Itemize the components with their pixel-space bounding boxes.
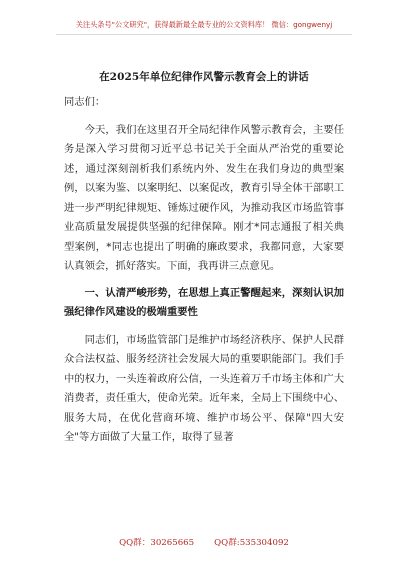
footer-qq-group-2: QQ群:535304092 — [214, 538, 289, 548]
intro-paragraph: 今天，我们在这里召开全局纪律作风警示教育会，主要任务是深入学习贯彻习近平总书记关于全面从严治党的重要论述，通过深刻剖析我们系统内外、发生在我们身边的典型案例，以案为鉴、以案明纪、以案促改，教育引导全体干部职工进一步严明纪律规矩、锤炼过硬作风，为推动我区市场监管事业高质量发展提供坚强的纪律保障。刚才*同志通报了相关典型案例，*同志也提出了明确的廉政要求，我都同意，大家要认真领会，抓好落实。下面，我再讲三点意见。 — [64, 123, 344, 272]
footer-qq-groups — [0, 536, 408, 548]
salutation: 同志们： — [64, 96, 106, 108]
section-heading-1: 一、认清严峻形势，在思想上真正警醒起来，深刻认识加强纪律作风建设的极端重要性 — [64, 286, 344, 318]
section-1-paragraph: 同志们，市场监管部门是维护市场经济秩序、保护人民群众合法权益、服务经济社会发展大局的重要职能部门。我们手中的权力，一头连着政府公信，一头连着万千市场主体和广大消费者，责任重大，使命光荣。近年来，全局上下围绕中心、服务大局，在优化营商环境、维护市场公平、保障"四大安全"等方面做了大量工作，取得了显著 — [64, 333, 344, 443]
footer-qq-group-1: QQ群：30265665 — [119, 538, 195, 548]
document-body — [64, 93, 344, 448]
document-title: 在2025年单位纪律作风警示教育会上的讲话 — [99, 71, 309, 83]
header-divider — [56, 34, 352, 35]
header-promo-note: 关注头条号"公文研究"，获得最新最全最专业的公文资料库！ 微信：gongwenyj — [75, 20, 333, 29]
